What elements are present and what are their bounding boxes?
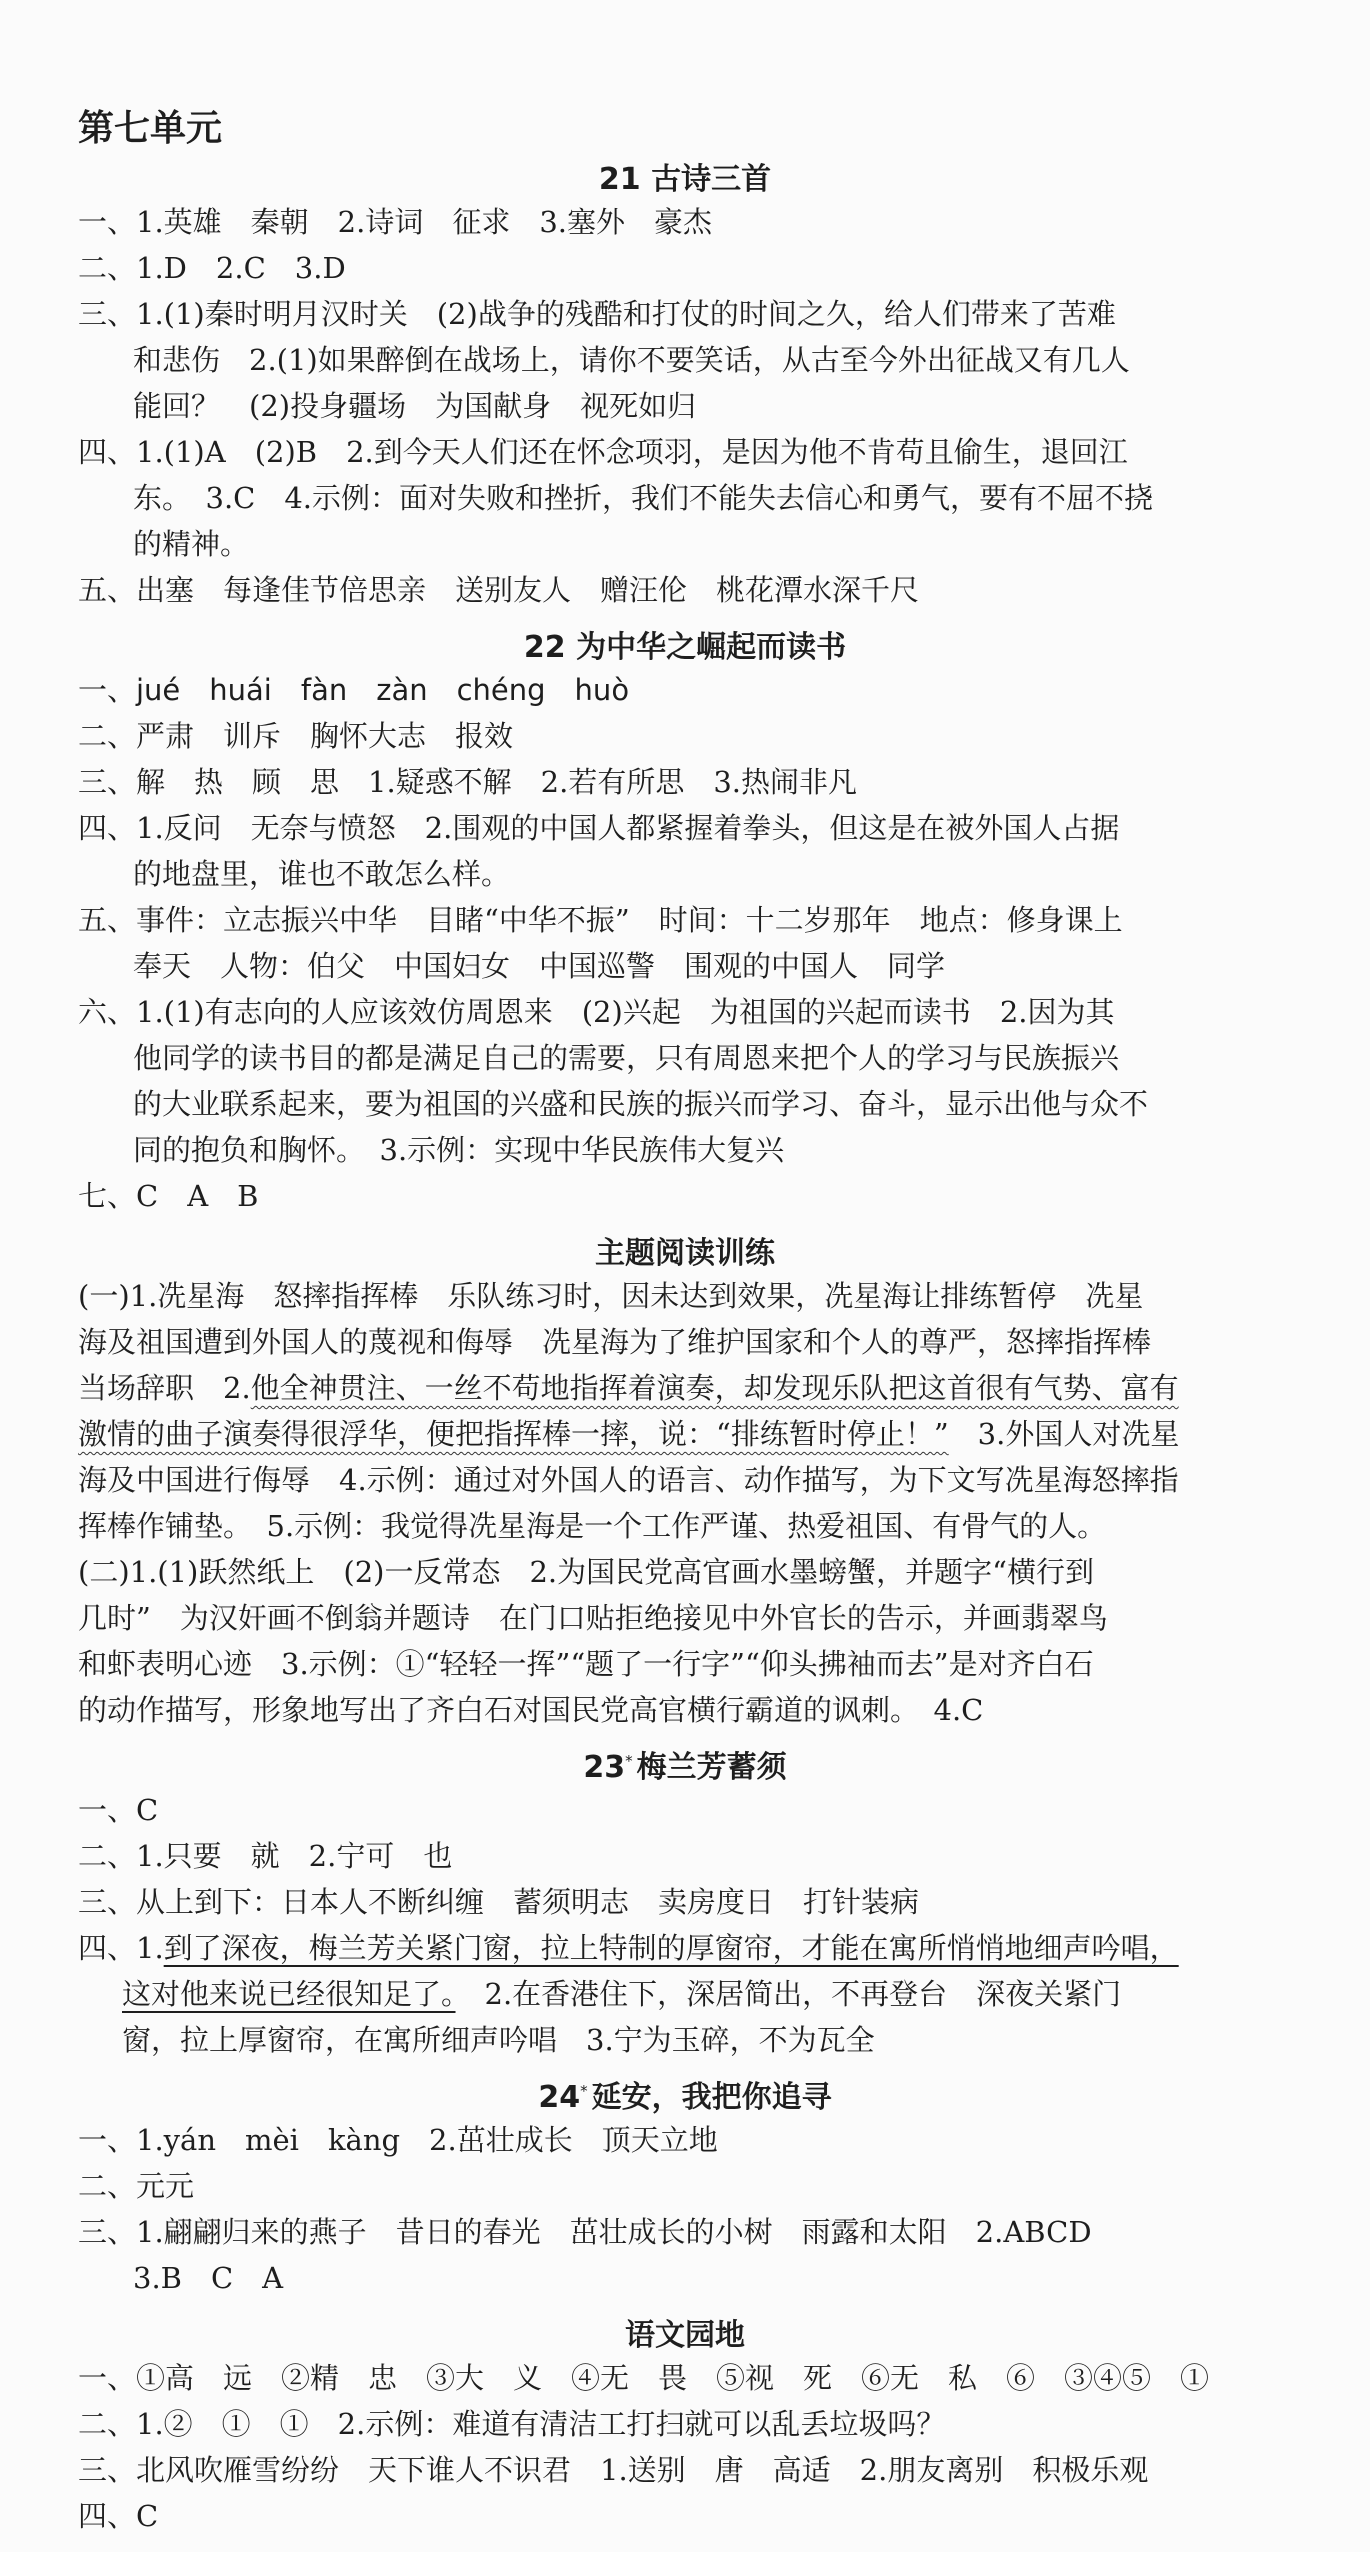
answer-text: 四、1. [78, 1931, 164, 1965]
answer-line [78, 1926, 1179, 1970]
answer-line: 的精神。 [133, 527, 250, 561]
answer-line: 二、1.只要 就 2.宁可 也 [78, 1839, 453, 1873]
section-number: 24 [538, 2080, 581, 2115]
answer-line: 东。 3.C 4.示例：面对失败和挫折，我们不能失去信心和勇气，要有不屈不挠 [133, 481, 1154, 515]
optional-mark: * [580, 2082, 588, 2100]
answer-line: 二、1.② ① ① 2.示例：难道有清洁工打扫就可以乱丢垃圾吗？ [78, 2407, 946, 2441]
answer-line: 海及中国进行侮辱 4.示例：通过对外国人的语言、动作描写，为下文写冼星海怒摔指 [78, 1463, 1179, 1497]
section-number: 21 [598, 162, 641, 197]
section-title-23 [0, 1742, 1370, 1786]
underlined-text: 到了深夜，梅兰芳关紧门窗，拉上特制的厚窗帘，才能在寓所悄悄地细声吟唱， [163, 1931, 1179, 1965]
section-name: 为中华之崛起而读书 [576, 630, 847, 665]
answer-line: 四、1.反问 无奈与愤怒 2.围观的中国人都紧握着拳头，但这是在被外国人占据 [78, 811, 1120, 845]
section-title-garden [0, 2310, 1370, 2354]
section-name: 梅兰芳蓄须 [636, 1750, 787, 1785]
answer-line: 一、C [78, 1793, 159, 1827]
answer-line: 的地盘里，谁也不敢怎么样。 [133, 857, 511, 891]
answer-line: 三、北风吹雁雪纷纷 天下谁人不识君 1.送别 唐 高适 2.朋友离别 积极乐观 [78, 2453, 1149, 2487]
section-title-22 [0, 622, 1370, 666]
answer-line: 窗，拉上厚窗帘，在寓所细声吟唱 3.宁为玉碎，不为瓦全 [122, 2023, 875, 2057]
answer-line: 二、严肃 训斥 胸怀大志 报效 [78, 719, 514, 753]
answer-line: 五、出塞 每逢佳节倍思亲 送别友人 赠汪伦 桃花潭水深千尺 [78, 573, 920, 607]
answer-line: 3.B C A [133, 2261, 284, 2295]
answer-line: 四、C [78, 2499, 159, 2533]
answer-line: 三、从上到下：日本人不断纠缠 蓄须明志 卖房度日 打针装病 [78, 1885, 920, 1919]
section-title-24 [0, 2072, 1370, 2116]
answer-line: 和虾表明心迹 3.示例：①“轻轻一挥”“题了一行字”“仰头拂袖而去”是对齐白石 [78, 1647, 1094, 1681]
optional-mark: * [625, 1752, 633, 1770]
answer-line: 挥棒作铺垫。 5.示例：我觉得冼星海是一个工作严谨、热爱祖国、有骨气的人。 [78, 1509, 1107, 1543]
section-title-reading [0, 1228, 1370, 1272]
answer-line: 同的抱负和胸怀。 3.示例：实现中华民族伟大复兴 [133, 1133, 785, 1167]
answer-line: 一、jué huái fàn zàn chéng huò [78, 673, 630, 707]
section-number: 22 [523, 630, 566, 665]
answer-line: 海及祖国遭到外国人的蔑视和侮辱 冼星海为了维护国家和个人的尊严，怒摔指挥棒 [78, 1325, 1152, 1359]
answer-line: 一、1.英雄 秦朝 2.诗词 征求 3.塞外 豪杰 [78, 205, 713, 239]
answer-line: (一)1.冼星海 怒摔指挥棒 乐队练习时，因未达到效果，冼星海让排练暂停 冼星 [78, 1279, 1144, 1313]
answer-line: 几时” 为汉奸画不倒翁并题诗 在门口贴拒绝接见中外官长的告示，并画翡翠鸟 [78, 1601, 1108, 1635]
answer-text: 3.外国人对冼星 [948, 1417, 1180, 1451]
answer-text: 当场辞职 2. [78, 1371, 251, 1405]
answer-line: 他同学的读书目的都是满足自己的需要，只有周恩来把个人的学习与民族振兴 [133, 1041, 1120, 1075]
underlined-text: 这对他来说已经很知足了。 [122, 1977, 456, 2011]
answer-line [78, 1366, 1179, 1410]
answer-line: 奉天 人物：伯父 中国妇女 中国巡警 围观的中国人 同学 [133, 949, 946, 983]
answer-line: 的大业联系起来，要为祖国的兴盛和民族的振兴而学习、奋斗，显示出他与众不 [133, 1087, 1149, 1121]
answer-line: 二、1.D 2.C 3.D [78, 251, 346, 285]
answer-line: 四、1.(1)A (2)B 2.到今天人们还在怀念项羽，是因为他不肯苟且偷生，退回江 [78, 435, 1128, 469]
answer-line: (二)1.(1)跃然纸上 (2)一反常态 2.为国民党高官画水墨螃蟹，并题字“横行到 [78, 1555, 1094, 1589]
section-title-21 [0, 154, 1370, 198]
section-number: 23 [583, 1750, 626, 1785]
section-name: 语文园地 [625, 2318, 745, 2353]
answer-line: 二、元元 [78, 2169, 195, 2203]
answer-line: 六、1.(1)有志向的人应该效仿周恩来 (2)兴起 为祖国的兴起而读书 2.因为其 [78, 995, 1115, 1029]
answer-line: 和悲伤 2.(1)如果醉倒在战场上，请你不要笑话，从古至今外出征战又有几人 [133, 343, 1130, 377]
answer-line: 的动作描写，形象地写出了齐白石对国民党高官横行霸道的讽刺。 4.C [78, 1693, 984, 1727]
answer-line [78, 1412, 1179, 1456]
answer-line: 五、事件：立志振兴中华 目睹“中华不振” 时间：十二岁那年 地点：修身课上 [78, 903, 1123, 937]
answer-line: 七、C A B [78, 1179, 259, 1213]
section-name: 主题阅读训练 [595, 1236, 775, 1271]
answer-line: 三、1.(1)秦时明月汉时关 (2)战争的残酷和打仗的时间之久，给人们带来了苦难 [78, 297, 1116, 331]
wavy-underlined-text: 他全神贯注、一丝不苟地指挥着演奏，却发现乐队把这首很有气势、富有 [250, 1371, 1179, 1405]
answer-line: 三、1.翩翩归来的燕子 昔日的春光 茁壮成长的小树 雨露和太阳 2.ABCD [78, 2215, 1092, 2249]
answer-line [122, 1972, 1121, 2016]
section-name: 延安，我把你追寻 [591, 2080, 832, 2115]
answer-line: 能回？ (2)投身疆场 为国献身 视死如归 [133, 389, 697, 423]
section-name: 古诗三首 [651, 162, 772, 197]
answer-line: 一、①高 远 ②精 忠 ③大 义 ④无 畏 ⑤视 死 ⑥无 私 ⑥ ③④⑤ ① [78, 2361, 1210, 2395]
answer-text: 2.在香港住下，深居简出，不再登台 深夜关紧门 [455, 1977, 1122, 2011]
answer-line: 三、解 热 顾 思 1.疑惑不解 2.若有所思 3.热闹非凡 [78, 765, 858, 799]
answer-line: 一、1.yán mèi kàng 2.茁壮成长 顶天立地 [78, 2123, 718, 2157]
wavy-underlined-text: 激情的曲子演奏得很浮华，便把指挥棒一摔，说：“排练暂时停止！” [78, 1417, 949, 1451]
unit-title: 第七单元 [78, 108, 223, 149]
